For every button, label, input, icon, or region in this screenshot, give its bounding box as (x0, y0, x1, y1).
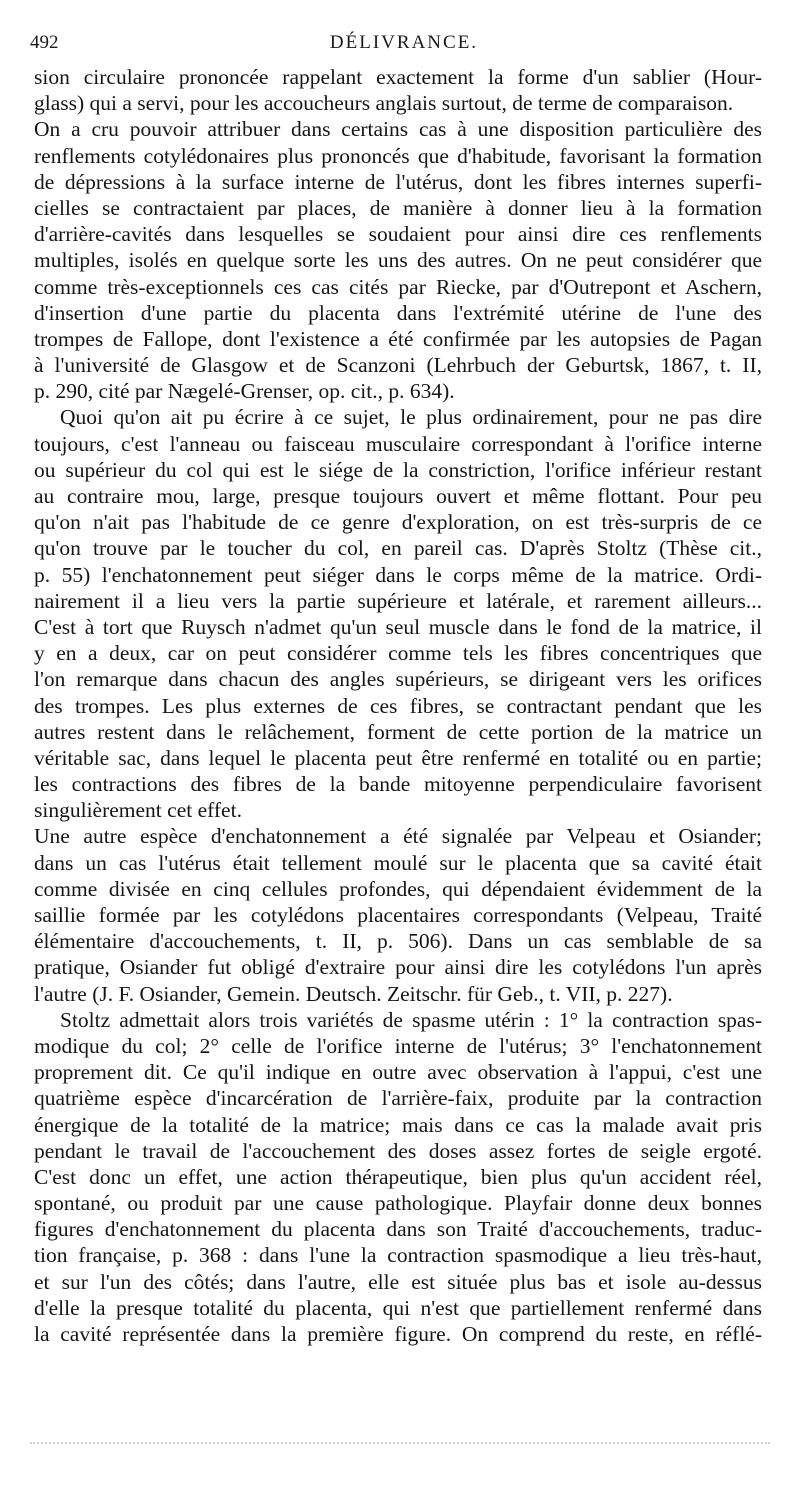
text-line: l'autre (J. F. Osiander, Gemein. Deutsch. Zeitschr. für Geb., t. VII, p. 227). (34, 981, 673, 1006)
text-line: à l'université de Glasgow et de Scanzoni (Lehrbuch der Geburtsk, 1867, t. II, (34, 353, 762, 378)
text-line: cielles se contractaient par places, de manière à donner lieu à la formation (34, 195, 762, 220)
text-line: glass) qui a servi, pour les accoucheurs anglais surtout, de terme de comparaison. (34, 91, 734, 116)
text-line: les contractions des fibres de la bande mitoyenne perpendiculaire favorisent (34, 772, 762, 797)
text-line: p. 290, cité par Nægelé-Grenser, op. cit., p. 634). (34, 379, 455, 404)
text-line: quatrième espèce d'incarcération de l'arrière-faix, produite par la contraction (34, 1086, 762, 1111)
text-line: tion française, p. 368 : dans l'une la contraction spasmodique a lieu très-haut, (34, 1243, 762, 1268)
text-line: d'insertion d'une partie du placenta dans l'extrémité utérine de l'une des (34, 300, 762, 325)
text-line: d'elle la presque totalité du placenta, qui n'est que partiellement renfermé dans (34, 1295, 762, 1320)
text-line: comme divisée en cinq cellules profondes, qui dépendaient évidemment de la (34, 876, 762, 901)
text-line: figures d'enchatonnement du placenta dans son Traité d'accouchements, traduc- (34, 1217, 762, 1242)
text-line: Une autre espèce d'enchatonnement a été signalée par Velpeau et Osiander; (34, 824, 762, 849)
text-line: modique du col; 2° celle de l'orifice interne de l'utérus; 3° l'enchatonnement (34, 1033, 762, 1058)
page-number: 492 (30, 32, 59, 53)
text-line: y en a deux, car on peut considérer comme tels les fibres concentriques que (34, 641, 762, 666)
text-line: l'on remarque dans chacun des angles supérieurs, se dirigeant vers les orifices (34, 667, 762, 692)
text-line: trompes de Fallope, dont l'existence a été confirmée par les autopsies de Pagan (34, 326, 762, 351)
text-line: des trompes. Les plus externes de ces fibres, se contractant pendant que les (34, 693, 762, 718)
text-line: singulièrement cet effet. (34, 798, 242, 823)
text-line: On a cru pouvoir attribuer dans certains cas à une disposition particulière des (34, 117, 762, 142)
text-line: proprement dit. Ce qu'il indique en outre avec observation à l'appui, c'est une (34, 1060, 762, 1085)
body-text (34, 64, 762, 1347)
text-line: de dépressions à la surface interne de l'utérus, dont les fibres internes superfi- (34, 169, 762, 194)
text-line: élémentaire d'accouchements, t. II, p. 506). Dans un cas semblable de sa (34, 929, 762, 954)
text-line: renflements cotylédonaires plus prononcés que d'habitude, favorisant la formation (34, 143, 762, 168)
bottom-margin-dots (30, 1442, 770, 1444)
text-line: saillie formée par les cotylédons placentaires correspondants (Velpeau, Traité (34, 903, 762, 927)
text-line: p. 55) l'enchatonnement peut siéger dans le corps même de la matrice. Ordi- (34, 562, 762, 587)
text-line: véritable sac, dans lequel le placenta peut être renfermé en totalité ou en partie; (34, 745, 762, 770)
text-line: ou supérieur du col qui est le siége de la constriction, l'orifice inférieur restant (34, 457, 762, 482)
text-line: pratique, Osiander fut obligé d'extraire pour ainsi dire les cotylédons l'un après (34, 955, 762, 980)
running-title: DÉLIVRANCE. (329, 32, 479, 53)
text-line: sion circulaire prononcée rappelant exactement la forme d'un sablier (Hour- (34, 65, 762, 89)
text-line: la cavité représentée dans la première figure. On comprend du reste, en réflé- (34, 1322, 762, 1346)
text-line: au contraire mou, large, presque toujours ouvert et même flottant. Pour peu (34, 484, 762, 508)
text-line: C'est à tort que Ruysch n'admet qu'un seul muscle dans le fond de la matrice, il (34, 614, 762, 639)
text-line: Quoi qu'on ait pu écrire à ce sujet, le plus ordinairement, pour ne pas dire (60, 405, 762, 430)
text-line: multiples, isolés en quelque sorte les uns des autres. On ne peut considérer que (34, 248, 762, 273)
page-header (30, 32, 778, 58)
text-line: qu'on n'ait pas l'habitude de ce genre d'exploration, on est très-surpris de ce (34, 510, 762, 535)
text-line: qu'on trouve par le toucher du col, en pareil cas. D'après Stoltz (Thèse cit., (34, 536, 762, 561)
text-line: énergique de la totalité de la matrice; mais dans ce cas la malade avait pris (34, 1112, 762, 1137)
text-line: C'est donc un effet, une action thérapeutique, bien plus qu'un accident réel, (34, 1164, 762, 1189)
text-line: autres restent dans le relâchement, forment de cette portion de la matrice un (34, 719, 762, 744)
text-line: comme très-exceptionnels ces cas cités par Riecke, par d'Outrepont et Aschern, (34, 274, 762, 299)
text-line: toujours, c'est l'anneau ou faisceau musculaire correspondant à l'orifice interne (34, 431, 762, 456)
text-line: et sur l'un des côtés; dans l'autre, elle est située plus bas et isole au-dessus (34, 1269, 762, 1294)
text-line: pendant le travail de l'accouchement des doses assez fortes de seigle ergoté. (34, 1138, 762, 1163)
text-line: Stoltz admettait alors trois variétés de spasme utérin : 1° la contraction spas- (60, 1007, 762, 1032)
text-line: spontané, ou produit par une cause pathologique. Playfair donne deux bonnes (34, 1191, 762, 1216)
text-line: nairement il a lieu vers la partie supérieure et latérale, et rarement ailleurs... (34, 588, 762, 613)
text-line: d'arrière-cavités dans lesquelles se soudaient pour ainsi dire ces renflements (34, 222, 762, 247)
text-line: dans un cas l'utérus était tellement moulé sur le placenta que sa cavité était (34, 850, 762, 875)
